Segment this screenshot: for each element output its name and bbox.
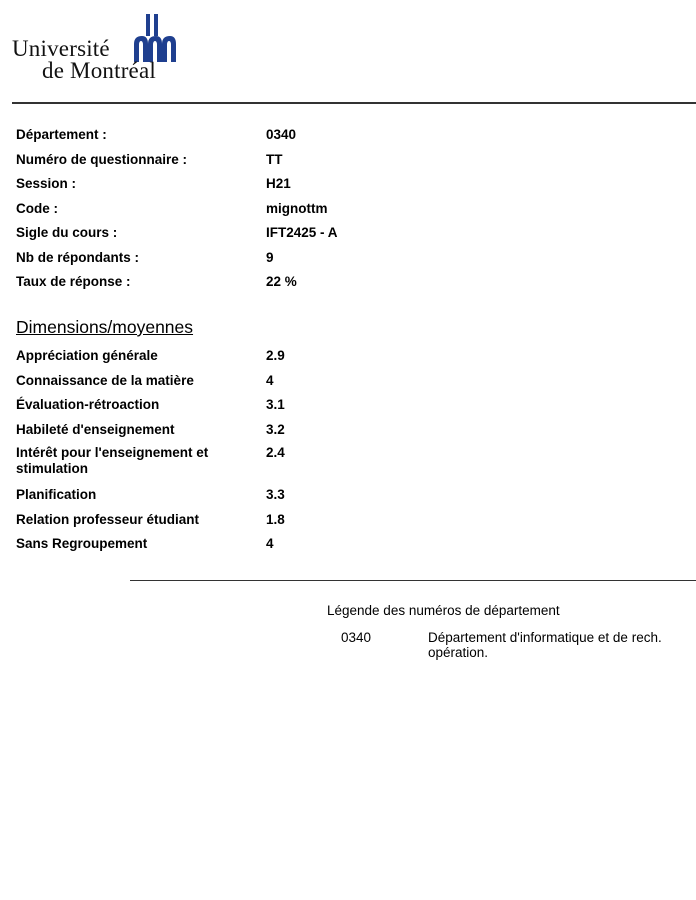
dimension-value: 4 xyxy=(266,536,274,551)
dimensions-title: Dimensions/moyennes xyxy=(16,317,194,337)
info-label: Taux de réponse : xyxy=(16,274,131,289)
dimension-label: Relation professeur étudiant xyxy=(16,511,200,527)
info-value: TT xyxy=(266,151,283,167)
dimension-value: 3.1 xyxy=(266,397,285,412)
info-label: Département : xyxy=(16,127,107,142)
dimension-value: 2.4 xyxy=(266,445,285,460)
info-label: Sigle du cours : xyxy=(16,225,118,240)
info-value: IFT2425 - A xyxy=(266,225,338,240)
info-label: Nb de répondants : xyxy=(16,249,140,265)
dimension-value: 4 xyxy=(266,372,274,388)
logo-line-1: Université xyxy=(12,36,110,61)
dimension-label: Habileté d'enseignement xyxy=(16,421,175,437)
legend-divider xyxy=(130,580,696,581)
info-value: H21 xyxy=(266,176,291,191)
dimension-label: Appréciation générale xyxy=(16,348,158,363)
info-label: Session : xyxy=(16,176,77,191)
legend-description: Département d'informatique et de rech. opération. xyxy=(428,630,662,660)
info-label: Numéro de questionnaire : xyxy=(16,151,188,167)
dimension-value: 1.8 xyxy=(266,511,285,527)
info-value: mignottm xyxy=(266,200,328,216)
legend-title: Légende des numéros de département xyxy=(327,603,560,618)
dimension-label: Connaissance de la matière xyxy=(16,372,194,388)
dimension-label: Planification xyxy=(16,487,97,502)
dimension-value: 2.9 xyxy=(266,348,285,363)
dimension-label: Évaluation-rétroaction xyxy=(16,397,160,412)
logo-line-2: de Montréal xyxy=(42,58,156,83)
university-logo xyxy=(12,14,212,84)
dimension-label: Intérêt pour l'enseignement et stimulation xyxy=(16,445,209,476)
info-value: 22 % xyxy=(266,274,297,289)
dimension-value: 3.2 xyxy=(266,421,285,437)
header-divider xyxy=(12,102,696,104)
dimension-label: Sans Regroupement xyxy=(16,536,148,551)
info-label: Code : xyxy=(16,200,58,216)
legend-code: 0340 xyxy=(341,630,372,645)
dimension-value: 3.3 xyxy=(266,487,285,502)
info-value: 9 xyxy=(266,249,274,265)
udem-mark-icon xyxy=(132,14,182,64)
info-value: 0340 xyxy=(266,127,297,142)
